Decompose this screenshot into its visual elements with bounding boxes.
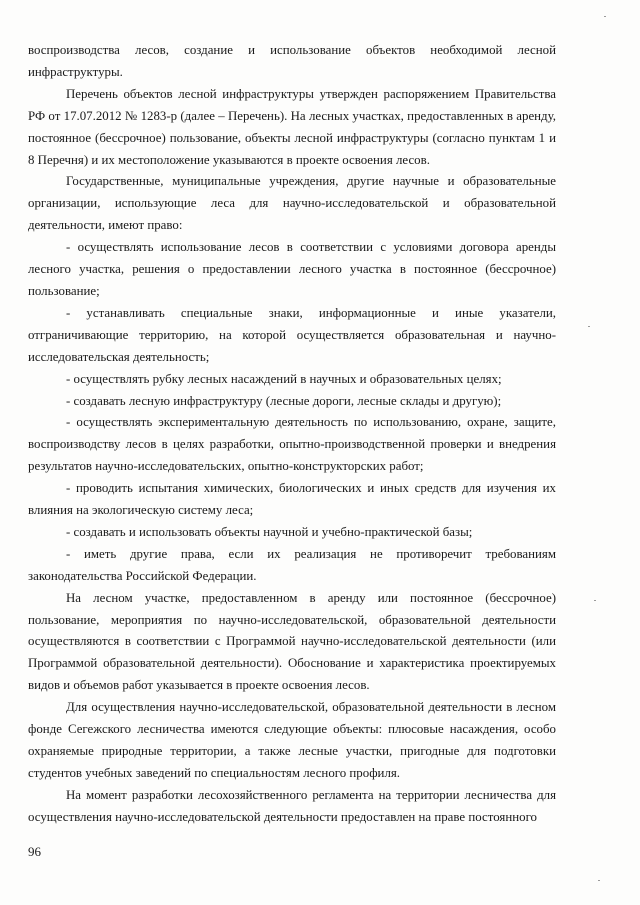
list-item-4: - создавать лесную инфраструктуру (лесные дороги, лесные склады и другую); — [66, 393, 502, 408]
scan-speck — [604, 16, 606, 17]
paragraph-5: Для осуществления научно-исследовательской, образовательной деятельности в лесном фонде Сегежского лесничества имеются следующие объекты: плюсовые насаждения, особо охраняемые природные территории, а также лесные участки, пригодные для подготовки студентов учебных заведений по специальностям лесного профиля. — [28, 700, 556, 780]
list-item-5: - осуществлять экспериментальную деятельность по использованию, охране, защите, воспроизводству лесов в целях разработки, опытно-производственной проверки и внедрения результатов научно-исследовательских, опытно-конструкторских работ; — [28, 415, 556, 474]
list-item-1: - осуществлять использование лесов в соответствии с условиями договора аренды лесного участка, решения о предоставлении лесного участка в постоянное (бессрочное) пользование; — [28, 240, 556, 298]
scan-speck — [594, 600, 596, 601]
paragraph-2: Перечень объектов лесной инфраструктуры утвержден распоряжением Правительства РФ от 17.07.2012 № 1283-р (далее – Перечень). На лесных участках, предоставленных в аренду, постоянное (бессрочное) пользование, объекты лесной инфраструктуры (согласно пунктам 1 и 8 Перечня) и их местоположение указываются в проекте освоения лесов. — [28, 86, 556, 167]
body-text — [28, 40, 556, 829]
list-item-2: - устанавливать специальные знаки, информационные и иные указатели, отграничивающие территорию, на которой осуществляется образовательная и научно-исследовательская деятельность; — [28, 305, 556, 364]
scan-speck — [598, 880, 600, 881]
list-item-8: - иметь другие права, если их реализация не противоречит требованиям законодательства Российской Федерации. — [28, 546, 556, 583]
list-item-3: - осуществлять рубку лесных насаждений в научных и образовательных целях; — [66, 371, 502, 386]
paragraph-3: Государственные, муниципальные учреждения, другие научные и образовательные организации, использующие леса для научно-исследовательской и образовательной деятельности, имеют право: — [28, 174, 556, 233]
scan-speck — [588, 326, 590, 327]
paragraph-1: воспроизводства лесов, создание и использование объектов необходимой лесной инфраструктуры. — [28, 43, 556, 79]
list-item-6: - проводить испытания химических, биологических и иных средств для изучения их влияния на экологическую систему леса; — [28, 481, 556, 518]
paragraph-4: На лесном участке, предоставленном в аренду или постоянное (бессрочное) пользование, мероприятия по научно-исследовательской, образовательной деятельности осуществляются в соответствии с Программой научно-исследовательской деятельности (или Программой образовательной деятельности). Обоснование и характеристика проектируемых видов и объемов работ указывается в проекте освоения лесов. — [28, 590, 556, 693]
paragraph-6: На момент разработки лесохозяйственного регламента на территории лесничества для осуществления научно-исследовательской деятельности предоставлен на праве постоянного — [28, 787, 556, 824]
page-number: 96 — [28, 844, 41, 859]
list-item-7: - создавать и использовать объекты научной и учебно-практической базы; — [66, 524, 473, 539]
